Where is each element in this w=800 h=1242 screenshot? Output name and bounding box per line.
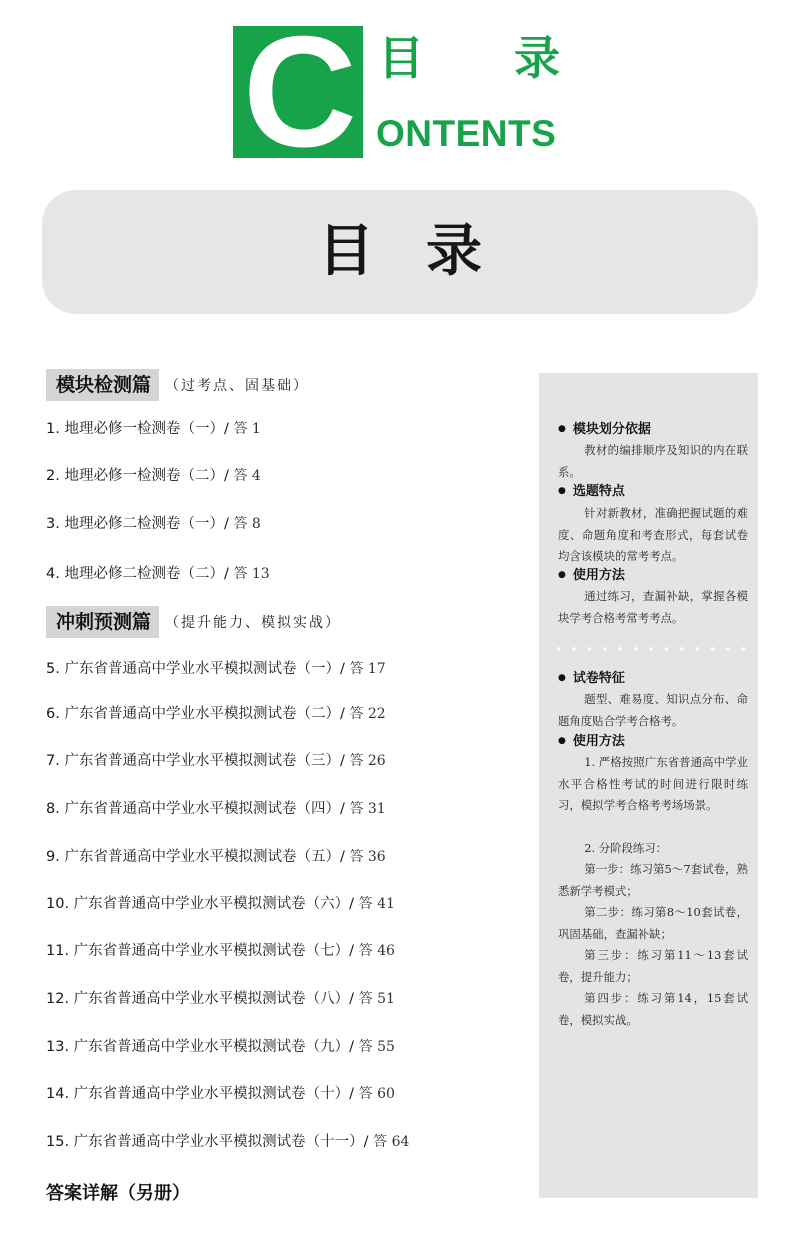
panel-text: 第一步：练习第5～7套试卷，熟悉新学考模式；: [558, 862, 748, 898]
info-panel: [539, 373, 758, 1198]
logo-letter: C: [242, 4, 354, 180]
logo-title-char: 录: [514, 31, 560, 85]
title-banner: [42, 190, 758, 314]
panel-text: 第三步：练习第11～13套试卷，提升能力；: [558, 948, 748, 984]
toc-item-title: 15. 广东省普通高中学业水平模拟测试卷（十一）/: [46, 1134, 374, 1150]
toc-item-answer: 答 41: [358, 896, 395, 912]
logo-subtitle: ONTENTS: [376, 113, 557, 154]
panel-heading: ● 使用方法: [558, 731, 625, 753]
panel-text: 2. 分阶段练习：: [584, 841, 668, 855]
toc-item[interactable]: [46, 464, 261, 488]
toc-item-answer: 答 26: [349, 753, 386, 769]
toc-item-title: 12. 广东省普通高中学业水平模拟测试卷（八）/: [46, 991, 359, 1007]
toc-item-answer: 答 13: [233, 566, 270, 582]
toc-item-answer: 答 46: [358, 943, 395, 959]
answers-label: 答案详解（另册）: [46, 1183, 190, 1204]
toc-item[interactable]: [46, 987, 395, 1011]
panel-text: 针对新教材，准确把握试题的难度、命题角度和考查形式，每套试卷均含该模块的常考考点。: [558, 506, 748, 563]
panel-text: 第二步：练习第8～10套试卷，巩固基础，查漏补缺；: [558, 905, 748, 941]
toc-item-answer: 答 55: [358, 1039, 395, 1055]
panel-heading: ● 使用方法: [558, 565, 625, 587]
toc-item-answer: 答 17: [349, 661, 386, 677]
toc-item-title: 11. 广东省普通高中学业水平模拟测试卷（七）/: [46, 943, 359, 959]
toc-item-answer: 答 51: [358, 991, 395, 1007]
toc-item-answer: 答 36: [349, 849, 386, 865]
toc-item[interactable]: [46, 562, 270, 586]
toc-item[interactable]: [46, 797, 386, 821]
section-note: （提升能力、模拟实战）: [165, 615, 342, 631]
page-title: 目录: [318, 219, 534, 284]
contents-logo: [233, 4, 363, 180]
toc-item-answer: 答 31: [349, 801, 386, 817]
toc-item[interactable]: [46, 1035, 395, 1059]
logo-title: [378, 28, 560, 88]
toc-item[interactable]: [46, 749, 386, 773]
section-note: （过考点、固基础）: [165, 378, 310, 394]
panel-text: 1. 严格按照广东省普通高中学业水平合格性考试的时间进行限时练习，模拟学考合格考考场场景。: [558, 755, 748, 812]
toc-item-title: 1. 地理必修一检测卷（一）/: [46, 421, 234, 437]
toc-item-title: 6. 广东省普通高中学业水平模拟测试卷（二）/: [46, 706, 350, 722]
toc-item-title: 13. 广东省普通高中学业水平模拟测试卷（九）/: [46, 1039, 359, 1055]
toc-item-title: 10. 广东省普通高中学业水平模拟测试卷（六）/: [46, 896, 359, 912]
panel-heading: ● 选题特点: [558, 481, 625, 503]
panel-text: 第四步：练习第14，15套试卷，模拟实战。: [558, 991, 748, 1027]
panel-heading: ● 模块划分依据: [558, 419, 651, 441]
toc-item-answer: 答 4: [233, 468, 261, 484]
toc-item[interactable]: [46, 845, 386, 869]
toc-item[interactable]: [46, 417, 261, 441]
toc-item[interactable]: [46, 512, 261, 536]
panel-heading: ● 试卷特征: [558, 668, 625, 690]
panel-text: 题型、难易度、知识点分布、命题角度贴合学考合格考。: [558, 692, 748, 728]
panel-text: 通过练习，查漏补缺，掌握各模块学考合格考常考考点。: [558, 589, 748, 625]
toc-item-title: 4. 地理必修二检测卷（二）/: [46, 566, 234, 582]
toc-item[interactable]: [46, 657, 386, 681]
toc-item[interactable]: [46, 939, 395, 963]
toc-item-answer: 答 1: [233, 421, 261, 437]
toc-item-answer: 答 8: [233, 516, 261, 532]
toc-item-title: 3. 地理必修二检测卷（一）/: [46, 516, 234, 532]
toc-item[interactable]: [46, 892, 395, 916]
section-title: 冲刺预测篇: [46, 606, 159, 638]
toc-item[interactable]: [46, 1082, 395, 1106]
toc-item-title: 7. 广东省普通高中学业水平模拟测试卷（三）/: [46, 753, 350, 769]
section-header-sprint: [46, 606, 341, 638]
toc-item-title: 14. 广东省普通高中学业水平模拟测试卷（十）/: [46, 1086, 359, 1102]
logo-title-char: 目: [378, 31, 424, 85]
toc-item-title: 2. 地理必修一检测卷（二）/: [46, 468, 234, 484]
toc-item[interactable]: [46, 1130, 409, 1154]
dotted-divider: [551, 645, 751, 653]
section-title: 模块检测篇: [46, 369, 159, 401]
toc-item-title: 9. 广东省普通高中学业水平模拟测试卷（五）/: [46, 849, 350, 865]
panel-text: 教材的编排顺序及知识的内在联系。: [558, 443, 748, 479]
toc-item-title: 5. 广东省普通高中学业水平模拟测试卷（一）/: [46, 661, 350, 677]
section-header-module: [46, 369, 309, 401]
toc-item[interactable]: [46, 702, 386, 726]
toc-item-title: 8. 广东省普通高中学业水平模拟测试卷（四）/: [46, 801, 350, 817]
toc-item-answer: 答 60: [358, 1086, 395, 1102]
toc-item-answer: 答 64: [373, 1134, 410, 1150]
toc-item-answer: 答 22: [349, 706, 386, 722]
